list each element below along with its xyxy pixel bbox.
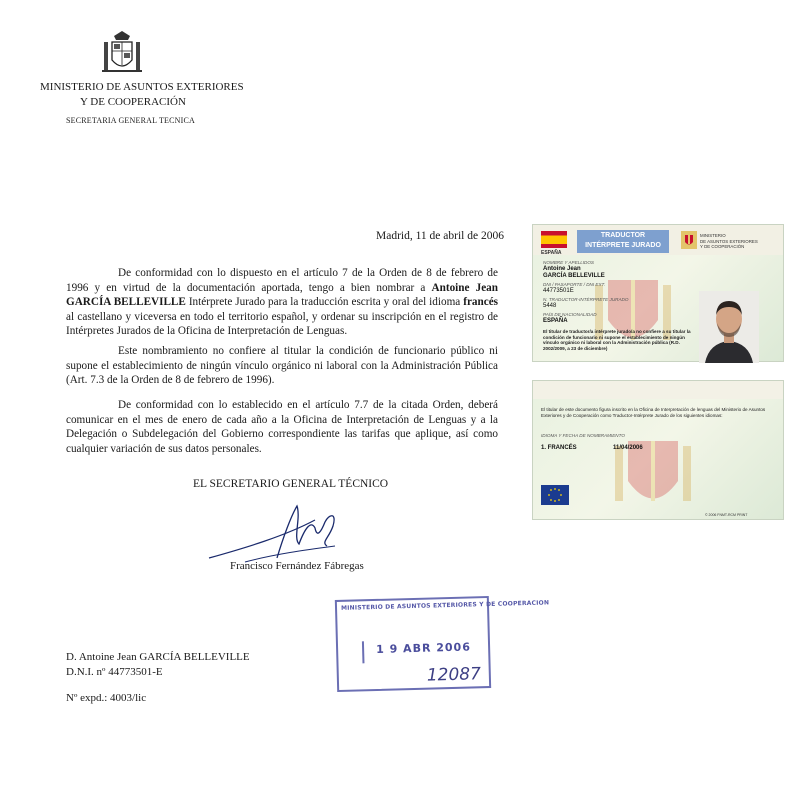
label-nationality: PAÍS DE NACIONALIDAD bbox=[543, 312, 597, 317]
card-back-notice: El titular de este documento figura inscrito en la Oficina de Interpretación de lenguas del Ministerio de Asuntos Exteriores y de Cooperación como Traductor-Intérprete Jurado de los siguientes idiomas: bbox=[541, 407, 766, 418]
label-document: DNI / PASAPORTE / DNI EXT. bbox=[543, 282, 606, 287]
id-card-back bbox=[532, 380, 784, 520]
registry-stamp bbox=[335, 596, 550, 692]
paragraph-2 bbox=[66, 344, 498, 388]
card-disclaimer: El titular de traductor/a intérprete jurado/a no confiere a su titular la condición de funcionario ni supone el establecimiento de ningún vínculo orgánico ni laboral con la Administración pública (R.D. 2002/2009, a 23 de diciembre) bbox=[543, 329, 691, 351]
card-title-line-2: INTÉRPRETE JURADO bbox=[585, 242, 661, 249]
card-country: ESPAÑA bbox=[541, 250, 562, 256]
ministry-name bbox=[40, 80, 244, 110]
signer-name: Francisco Fernández Fábregas bbox=[230, 560, 364, 572]
recipient-name: D. Antoine Jean GARCÍA BELLEVILLE bbox=[66, 651, 250, 663]
recipient-dni: D.N.I. nº 44773501-E bbox=[66, 666, 163, 678]
card-name-line-1: Antoine Jean bbox=[543, 266, 581, 272]
card-back-band bbox=[533, 381, 783, 399]
card-title bbox=[577, 230, 669, 253]
expedient-number: Nº expd.: 4003/lic bbox=[66, 692, 147, 704]
ministry-line-1: MINISTERIO DE ASUNTOS EXTERIORES bbox=[40, 81, 244, 93]
signer-title: EL SECRETARIO GENERAL TÉCNICO bbox=[193, 478, 389, 490]
p1-part-b: Intérprete Jurado para la traducción escrita y oral del idioma bbox=[185, 296, 464, 309]
card-ministry-line-3: Y DE COOPERACIÓN bbox=[700, 244, 745, 249]
paragraph-3 bbox=[66, 398, 498, 456]
card-nationality: ESPAÑA bbox=[543, 318, 568, 324]
card-ministry-line-1: MINISTERIO bbox=[700, 233, 726, 238]
card-footnote: © 2006 FNMT-RCM PRINT bbox=[705, 513, 748, 517]
spain-flag-icon bbox=[541, 231, 567, 248]
eu-flag-icon bbox=[541, 485, 569, 505]
stamp-number: 12087 bbox=[426, 664, 482, 686]
letter-date: Madrid, 11 de abril de 2006 bbox=[376, 230, 504, 242]
card-translator-number: 5448 bbox=[543, 303, 557, 309]
p1-part-a: De conformidad con lo dispuesto en el artículo 7 de la Orden de 8 de febrero de 1996 y en virtud de la documentación aportada, tengo a bien nombrar a bbox=[66, 267, 498, 294]
recipient-block bbox=[66, 650, 250, 680]
id-card-front bbox=[532, 224, 784, 362]
ministry-line-2: Y DE COOPERACIÓN bbox=[80, 96, 186, 108]
handwritten-signature bbox=[205, 498, 355, 566]
card-language-date: 11/04/2006 bbox=[613, 445, 643, 451]
stamp-header: MINISTERIO DE ASUNTOS EXTERIORES Y DE COOPERACION bbox=[340, 599, 550, 612]
card-title-line-1: TRADUCTOR bbox=[600, 232, 646, 239]
language-name: francés bbox=[463, 296, 499, 309]
appointee-name: Antoine Jean GARCÍA BELLEVILLE bbox=[66, 281, 498, 309]
stamp-date: 1 9 ABR 2006 bbox=[375, 640, 472, 656]
p1-part-c: al castellano y viceversa en todo el territorio español, y ordenar su inscripción en el registro de Intérpretes Jurados de la Oficina de Interpretación de Lenguas. bbox=[66, 310, 498, 338]
label-language: IDIOMA Y FECHA DE NOMBRAMIENTO bbox=[541, 433, 625, 438]
paragraph-2-text: Este nombramiento no confiere al titular la condición de funcionario público ni supone el establecimiento de ningún vínculo orgánico ni laboral con la Administración Pública (Art. 7.3 de la Orden de 8 de febrero de 1996). bbox=[66, 345, 498, 387]
paragraph-3-text: De conformidad con lo establecido en el artículo 7.7 de la citada Orden, deberá comunicar en el mes de enero de cada año a la Oficina de Interpretación de Lenguas y a la Delegación o Subdelegación del Gobierno correspondiente las tarifas que aplique, así como cualquier variación de sus datos personales. bbox=[66, 399, 498, 455]
secretaria-label: SECRETARIA GENERAL TECNICA bbox=[66, 116, 196, 125]
card-ministry bbox=[700, 233, 784, 250]
card-document: 44773501E bbox=[543, 288, 574, 294]
card-language: 1. FRANCÉS bbox=[541, 445, 577, 451]
back-watermark-arms-icon bbox=[613, 426, 693, 516]
card-name-line-2: GARCÍA BELLEVILLE bbox=[543, 273, 605, 279]
label-name: NOMBRE Y APELLIDOS bbox=[543, 260, 594, 265]
holder-photo-image bbox=[699, 291, 759, 363]
card-crest-icon bbox=[681, 231, 697, 249]
card-ministry-line-2: DE ASUNTOS EXTERIORES bbox=[700, 238, 758, 244]
stamp-bar bbox=[362, 641, 365, 663]
label-translator-number: N. TRADUCTOR-INTÉRPRETE JURADO bbox=[543, 297, 629, 302]
paragraph-1 bbox=[66, 266, 498, 339]
holder-photo bbox=[699, 291, 759, 363]
coat-of-arms-icon bbox=[100, 30, 144, 76]
